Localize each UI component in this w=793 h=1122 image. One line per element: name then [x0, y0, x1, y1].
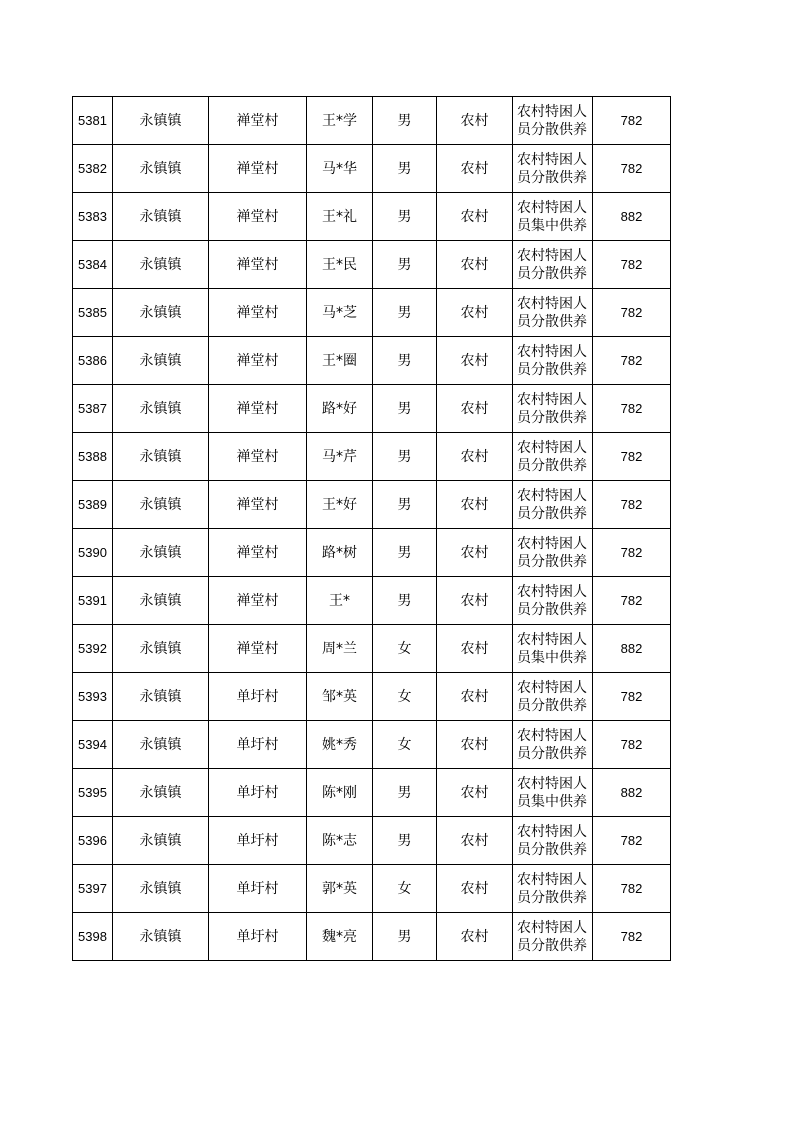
assistance-type-cell: 农村特困人员分散供养 — [513, 817, 593, 865]
person-name-cell: 郭*英 — [307, 865, 373, 913]
residence-type-cell: 农村 — [437, 481, 513, 529]
residence-type-cell: 农村 — [437, 577, 513, 625]
town-cell: 永镇镇 — [113, 145, 209, 193]
amount-cell: 782 — [593, 481, 671, 529]
record-id: 5395 — [73, 769, 113, 817]
assistance-type-cell: 农村特困人员分散供养 — [513, 721, 593, 769]
town-cell: 永镇镇 — [113, 97, 209, 145]
town-cell: 永镇镇 — [113, 577, 209, 625]
record-id: 5391 — [73, 577, 113, 625]
village-cell: 单圩村 — [209, 673, 307, 721]
residence-type-cell: 农村 — [437, 97, 513, 145]
assistance-type-cell: 农村特困人员分散供养 — [513, 385, 593, 433]
amount-cell: 782 — [593, 433, 671, 481]
records-table — [72, 96, 671, 961]
table-row — [73, 529, 671, 577]
person-name-cell: 魏*亮 — [307, 913, 373, 961]
town-cell: 永镇镇 — [113, 385, 209, 433]
village-cell: 禅堂村 — [209, 481, 307, 529]
amount-cell: 882 — [593, 193, 671, 241]
gender-cell: 男 — [373, 145, 437, 193]
person-name-cell: 路*树 — [307, 529, 373, 577]
residence-type-cell: 农村 — [437, 913, 513, 961]
table-row — [73, 193, 671, 241]
record-id: 5386 — [73, 337, 113, 385]
assistance-type-cell: 农村特困人员分散供养 — [513, 337, 593, 385]
amount-cell: 782 — [593, 337, 671, 385]
gender-cell: 男 — [373, 769, 437, 817]
table-row — [73, 625, 671, 673]
table-row — [73, 817, 671, 865]
table-row — [73, 145, 671, 193]
residence-type-cell: 农村 — [437, 337, 513, 385]
amount-cell: 882 — [593, 625, 671, 673]
table-row — [73, 241, 671, 289]
town-cell: 永镇镇 — [113, 241, 209, 289]
village-cell: 禅堂村 — [209, 193, 307, 241]
records-body — [73, 97, 671, 961]
person-name-cell: 陈*志 — [307, 817, 373, 865]
residence-type-cell: 农村 — [437, 193, 513, 241]
town-cell: 永镇镇 — [113, 913, 209, 961]
residence-type-cell: 农村 — [437, 385, 513, 433]
record-id: 5385 — [73, 289, 113, 337]
assistance-type-cell: 农村特困人员集中供养 — [513, 769, 593, 817]
amount-cell: 782 — [593, 865, 671, 913]
assistance-type-cell: 农村特困人员分散供养 — [513, 481, 593, 529]
gender-cell: 男 — [373, 817, 437, 865]
residence-type-cell: 农村 — [437, 769, 513, 817]
gender-cell: 男 — [373, 337, 437, 385]
table-row — [73, 97, 671, 145]
residence-type-cell: 农村 — [437, 289, 513, 337]
village-cell: 单圩村 — [209, 865, 307, 913]
person-name-cell: 王*礼 — [307, 193, 373, 241]
person-name-cell: 马*芝 — [307, 289, 373, 337]
residence-type-cell: 农村 — [437, 865, 513, 913]
amount-cell: 782 — [593, 577, 671, 625]
amount-cell: 782 — [593, 241, 671, 289]
person-name-cell: 邹*英 — [307, 673, 373, 721]
village-cell: 单圩村 — [209, 913, 307, 961]
person-name-cell: 陈*刚 — [307, 769, 373, 817]
record-id: 5383 — [73, 193, 113, 241]
person-name-cell: 姚*秀 — [307, 721, 373, 769]
town-cell: 永镇镇 — [113, 625, 209, 673]
town-cell: 永镇镇 — [113, 193, 209, 241]
village-cell: 禅堂村 — [209, 289, 307, 337]
amount-cell: 782 — [593, 289, 671, 337]
table-row — [73, 913, 671, 961]
table-row — [73, 769, 671, 817]
record-id: 5384 — [73, 241, 113, 289]
table-row — [73, 385, 671, 433]
person-name-cell: 王*学 — [307, 97, 373, 145]
record-id: 5381 — [73, 97, 113, 145]
village-cell: 单圩村 — [209, 769, 307, 817]
village-cell: 禅堂村 — [209, 337, 307, 385]
residence-type-cell: 农村 — [437, 625, 513, 673]
residence-type-cell: 农村 — [437, 721, 513, 769]
assistance-type-cell: 农村特困人员分散供养 — [513, 673, 593, 721]
assistance-type-cell: 农村特困人员集中供养 — [513, 193, 593, 241]
town-cell: 永镇镇 — [113, 721, 209, 769]
town-cell: 永镇镇 — [113, 673, 209, 721]
gender-cell: 男 — [373, 289, 437, 337]
amount-cell: 782 — [593, 673, 671, 721]
gender-cell: 男 — [373, 241, 437, 289]
village-cell: 禅堂村 — [209, 241, 307, 289]
person-name-cell: 王*圈 — [307, 337, 373, 385]
record-id: 5382 — [73, 145, 113, 193]
gender-cell: 男 — [373, 97, 437, 145]
town-cell: 永镇镇 — [113, 433, 209, 481]
residence-type-cell: 农村 — [437, 433, 513, 481]
gender-cell: 男 — [373, 913, 437, 961]
person-name-cell: 马*芹 — [307, 433, 373, 481]
amount-cell: 782 — [593, 145, 671, 193]
record-id: 5393 — [73, 673, 113, 721]
amount-cell: 782 — [593, 721, 671, 769]
amount-cell: 782 — [593, 913, 671, 961]
village-cell: 禅堂村 — [209, 433, 307, 481]
gender-cell: 男 — [373, 193, 437, 241]
gender-cell: 女 — [373, 673, 437, 721]
town-cell: 永镇镇 — [113, 337, 209, 385]
town-cell: 永镇镇 — [113, 865, 209, 913]
residence-type-cell: 农村 — [437, 673, 513, 721]
record-id: 5396 — [73, 817, 113, 865]
record-id: 5389 — [73, 481, 113, 529]
village-cell: 单圩村 — [209, 721, 307, 769]
table-row — [73, 433, 671, 481]
person-name-cell: 王* — [307, 577, 373, 625]
gender-cell: 男 — [373, 529, 437, 577]
table-row — [73, 481, 671, 529]
village-cell: 禅堂村 — [209, 385, 307, 433]
person-name-cell: 马*华 — [307, 145, 373, 193]
assistance-type-cell: 农村特困人员分散供养 — [513, 865, 593, 913]
person-name-cell: 王*好 — [307, 481, 373, 529]
table-row — [73, 673, 671, 721]
gender-cell: 女 — [373, 721, 437, 769]
record-id: 5388 — [73, 433, 113, 481]
residence-type-cell: 农村 — [437, 529, 513, 577]
gender-cell: 男 — [373, 433, 437, 481]
residence-type-cell: 农村 — [437, 817, 513, 865]
village-cell: 禅堂村 — [209, 145, 307, 193]
assistance-type-cell: 农村特困人员集中供养 — [513, 625, 593, 673]
assistance-type-cell: 农村特困人员分散供养 — [513, 433, 593, 481]
amount-cell: 882 — [593, 769, 671, 817]
table-row — [73, 721, 671, 769]
person-name-cell: 王*民 — [307, 241, 373, 289]
record-id: 5398 — [73, 913, 113, 961]
person-name-cell: 路*好 — [307, 385, 373, 433]
residence-type-cell: 农村 — [437, 145, 513, 193]
village-cell: 禅堂村 — [209, 577, 307, 625]
assistance-type-cell: 农村特困人员分散供养 — [513, 97, 593, 145]
amount-cell: 782 — [593, 529, 671, 577]
person-name-cell: 周*兰 — [307, 625, 373, 673]
table-row — [73, 289, 671, 337]
town-cell: 永镇镇 — [113, 817, 209, 865]
village-cell: 禅堂村 — [209, 97, 307, 145]
amount-cell: 782 — [593, 385, 671, 433]
amount-cell: 782 — [593, 97, 671, 145]
amount-cell: 782 — [593, 817, 671, 865]
village-cell: 禅堂村 — [209, 529, 307, 577]
assistance-type-cell: 农村特困人员分散供养 — [513, 577, 593, 625]
gender-cell: 男 — [373, 385, 437, 433]
gender-cell: 男 — [373, 481, 437, 529]
assistance-type-cell: 农村特困人员分散供养 — [513, 145, 593, 193]
table-row — [73, 337, 671, 385]
gender-cell: 男 — [373, 577, 437, 625]
record-id: 5390 — [73, 529, 113, 577]
assistance-type-cell: 农村特困人员分散供养 — [513, 241, 593, 289]
record-id: 5387 — [73, 385, 113, 433]
village-cell: 单圩村 — [209, 817, 307, 865]
residence-type-cell: 农村 — [437, 241, 513, 289]
town-cell: 永镇镇 — [113, 529, 209, 577]
assistance-type-cell: 农村特困人员分散供养 — [513, 529, 593, 577]
assistance-type-cell: 农村特困人员分散供养 — [513, 289, 593, 337]
village-cell: 禅堂村 — [209, 625, 307, 673]
town-cell: 永镇镇 — [113, 481, 209, 529]
table-row — [73, 865, 671, 913]
gender-cell: 女 — [373, 625, 437, 673]
assistance-type-cell: 农村特困人员分散供养 — [513, 913, 593, 961]
record-id: 5397 — [73, 865, 113, 913]
gender-cell: 女 — [373, 865, 437, 913]
town-cell: 永镇镇 — [113, 289, 209, 337]
town-cell: 永镇镇 — [113, 769, 209, 817]
record-id: 5392 — [73, 625, 113, 673]
table-row — [73, 577, 671, 625]
record-id: 5394 — [73, 721, 113, 769]
